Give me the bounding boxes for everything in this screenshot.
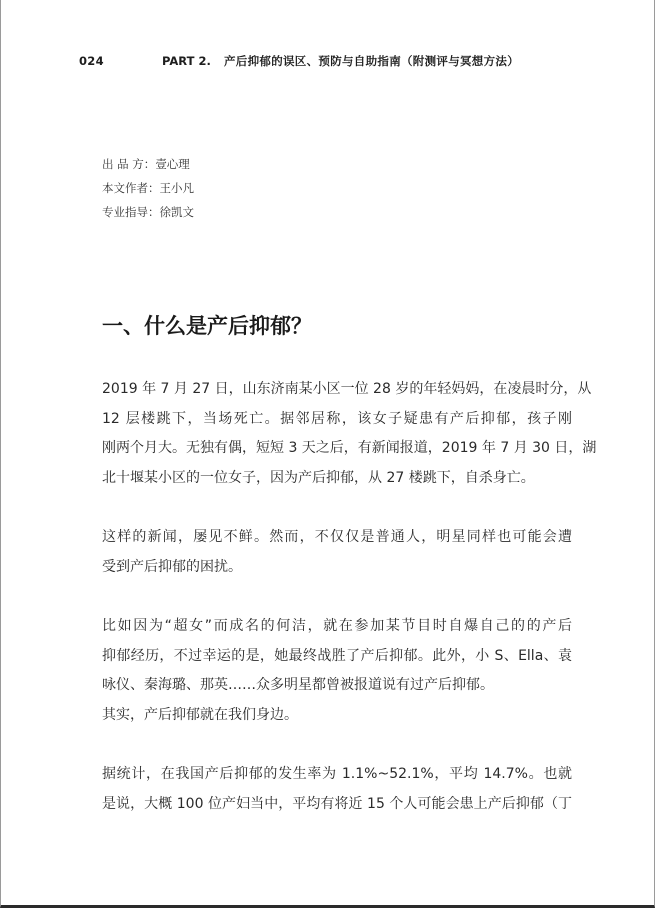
text-line: 北十堰某小区的一位女子，因为产后抑郁，从 27 楼跳下，自杀身亡。: [102, 469, 535, 486]
credit-value: 王小凡: [159, 181, 194, 195]
credit-value: 徐凯文: [159, 205, 194, 219]
credit-label: 出 品 方：: [102, 157, 156, 171]
text-line: 这样的新闻，屡见不鲜。然而，不仅仅是普通人，明星同样也可能会遭: [102, 529, 572, 545]
credit-value: 壹心理: [155, 157, 190, 171]
paragraph-statistics: [102, 760, 572, 819]
section-heading: 一、什么是产后抑郁？: [102, 314, 312, 338]
text-line: 受到产后抑郁的困扰。: [102, 558, 242, 575]
running-header: [79, 53, 519, 69]
paragraph-news: [102, 375, 597, 493]
text-line: 12 层楼跳下，当场死亡。据邻居称，该女子疑患有产后抑郁，孩子刚: [102, 410, 572, 427]
text-line: 2019 年 7 月 27 日，山东济南某小区一位 28 岁的年轻妈妈，在凌晨时分，从: [102, 381, 592, 397]
paragraph-common: [102, 523, 572, 582]
paragraph-around-us: [102, 701, 572, 731]
credit-author: [102, 176, 194, 200]
paragraph-celebrities: [102, 612, 572, 701]
text-line: 抑郁经历，不过幸运的是，她最终战胜了产后抑郁。此外，小 S、Ella、袁: [102, 647, 572, 664]
text-line: 刚两个月大。无独有偶，短短 3 天之后，有新闻报道，2019 年 7 月 30 日，湖: [102, 440, 597, 456]
credit-label: 本文作者：: [102, 181, 160, 195]
credit-advisor: [102, 200, 194, 224]
text-line: 咏仪、秦海璐、那英……众多明星都曾被报道说有过产后抑郁。: [102, 677, 494, 693]
credits-block: [102, 152, 194, 224]
page-number: 024: [79, 54, 104, 68]
text-line: 其实，产后抑郁就在我们身边。: [102, 706, 298, 723]
body-text: [102, 375, 597, 849]
part-label: PART 2.: [162, 54, 211, 68]
credit-publisher: [102, 152, 194, 176]
chapter-title: 产后抑郁的误区、预防与自助指南（附测评与冥想方法）: [224, 54, 519, 68]
text-line: 据统计，在我国产后抑郁的发生率为 1.1%~52.1%，平均 14.7%。也就: [102, 766, 572, 782]
text-line: 比如因为“超女”而成名的何洁，就在参加某节目时自爆自己的的产后: [102, 618, 572, 634]
text-line: 是说，大概 100 位产妇当中，平均有将近 15 个人可能会患上产后抑郁（丁: [102, 795, 572, 812]
credit-label: 专业指导：: [102, 205, 160, 219]
